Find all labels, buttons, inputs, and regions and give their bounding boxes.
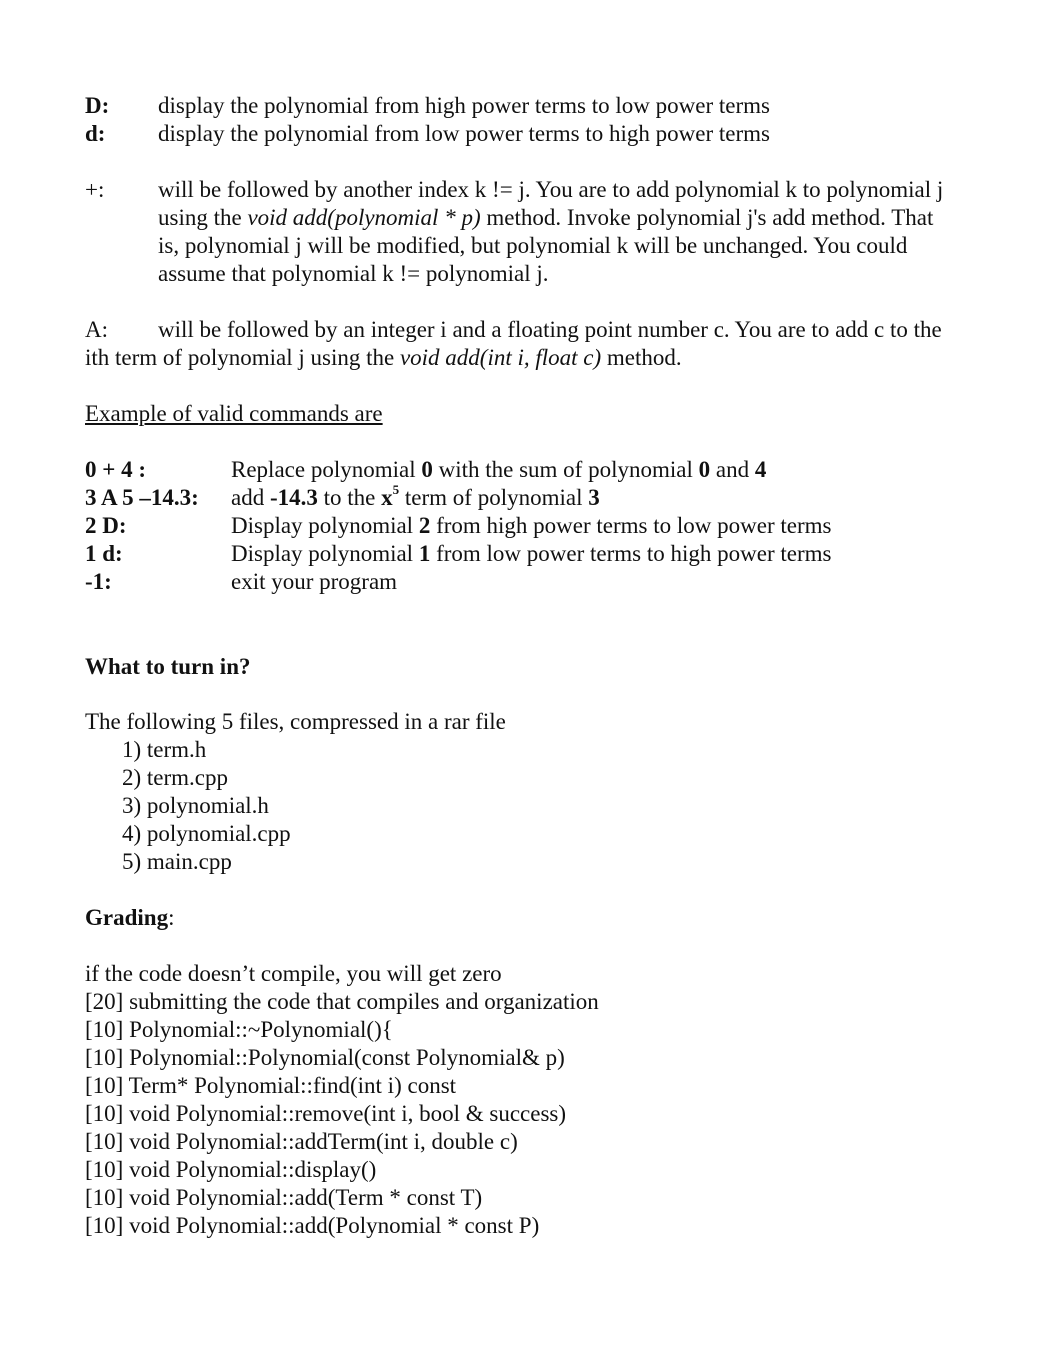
file-item: 1) term.h xyxy=(122,737,207,762)
file-item: 4) polynomial.cpp xyxy=(122,821,291,846)
def-key-plus: +: xyxy=(85,177,105,202)
grading-item: if the code doesn’t compile, you will get zero xyxy=(85,961,502,986)
example-desc-1: Replace polynomial 0 with the sum of polynomial 0 and 4 xyxy=(231,457,767,482)
grading-item: [10] void Polynomial::add(Term * const T) xyxy=(85,1185,483,1210)
def-key-D: D: xyxy=(85,93,110,118)
code-add-polynomial: void add(polynomial * p) xyxy=(247,205,481,230)
grading-item: [10] void Polynomial::addTerm(int i, double c) xyxy=(85,1129,518,1154)
grading-item: [10] void Polynomial::add(Polynomial * const P) xyxy=(85,1213,540,1238)
def-plus-line-2: using the void add(polynomial * p) method. Invoke polynomial j's add method. That xyxy=(158,205,934,230)
grading-item: [10] Term* Polynomial::find(int i) const xyxy=(85,1073,457,1098)
file-item: 2) term.cpp xyxy=(122,765,229,790)
example-cmd-2: 3 A 5 –14.3: xyxy=(85,485,199,510)
def-plus-line-4: assume that polynomial k != polynomial j. xyxy=(158,261,549,286)
example-cmd-5: -1: xyxy=(85,569,112,594)
example-cmd-4: 1 d: xyxy=(85,541,123,566)
def-A-line-2: ith term of polynomial j using the void add(int i, float c) method. xyxy=(85,345,682,370)
example-desc-5: exit your program xyxy=(231,569,398,594)
examples-heading: Example of valid commands are xyxy=(85,401,383,426)
def-A-line-1: will be followed by an integer i and a floating point number c. You are to add c to the xyxy=(158,317,942,342)
def-plus-line-1: will be followed by another index k != j. You are to add polynomial k to polynomial j xyxy=(158,177,944,202)
example-cmd-1: 0 + 4 : xyxy=(85,457,147,482)
grading-item: [10] Polynomial::Polynomial(const Polynomial& p) xyxy=(85,1045,565,1070)
code-add-term: void add(int i, float c) xyxy=(399,345,602,370)
def-text-d: display the polynomial from low power terms to high power terms xyxy=(158,121,770,146)
example-desc-3: Display polynomial 2 from high power terms to low power terms xyxy=(231,513,832,538)
def-text-D: display the polynomial from high power terms to low power terms xyxy=(158,93,770,118)
turnin-heading: What to turn in? xyxy=(85,654,251,679)
def-key-d: d: xyxy=(85,121,106,146)
grading-item: [10] void Polynomial::display() xyxy=(85,1157,377,1182)
grading-heading: Grading: xyxy=(85,905,175,930)
example-desc-2: add -14.3 to the $x^5$ term of polynomial 3 xyxy=(231,482,600,510)
file-item: 5) main.cpp xyxy=(122,849,232,874)
grading-item: [10] Polynomial::~Polynomial(){ xyxy=(85,1017,393,1042)
file-item: 3) polynomial.h xyxy=(122,793,269,818)
turnin-intro: The following 5 files, compressed in a rar file xyxy=(85,709,506,734)
example-desc-4: Display polynomial 1 from low power terms to high power terms xyxy=(231,541,832,566)
grading-item: [20] submitting the code that compiles and organization xyxy=(85,989,599,1014)
def-plus-line-3: is, polynomial j will be modified, but polynomial k will be unchanged. You could xyxy=(158,233,908,258)
def-key-A: A: xyxy=(85,317,108,342)
example-cmd-3: 2 D: xyxy=(85,513,127,538)
grading-item: [10] void Polynomial::remove(int i, bool & success) xyxy=(85,1101,567,1126)
